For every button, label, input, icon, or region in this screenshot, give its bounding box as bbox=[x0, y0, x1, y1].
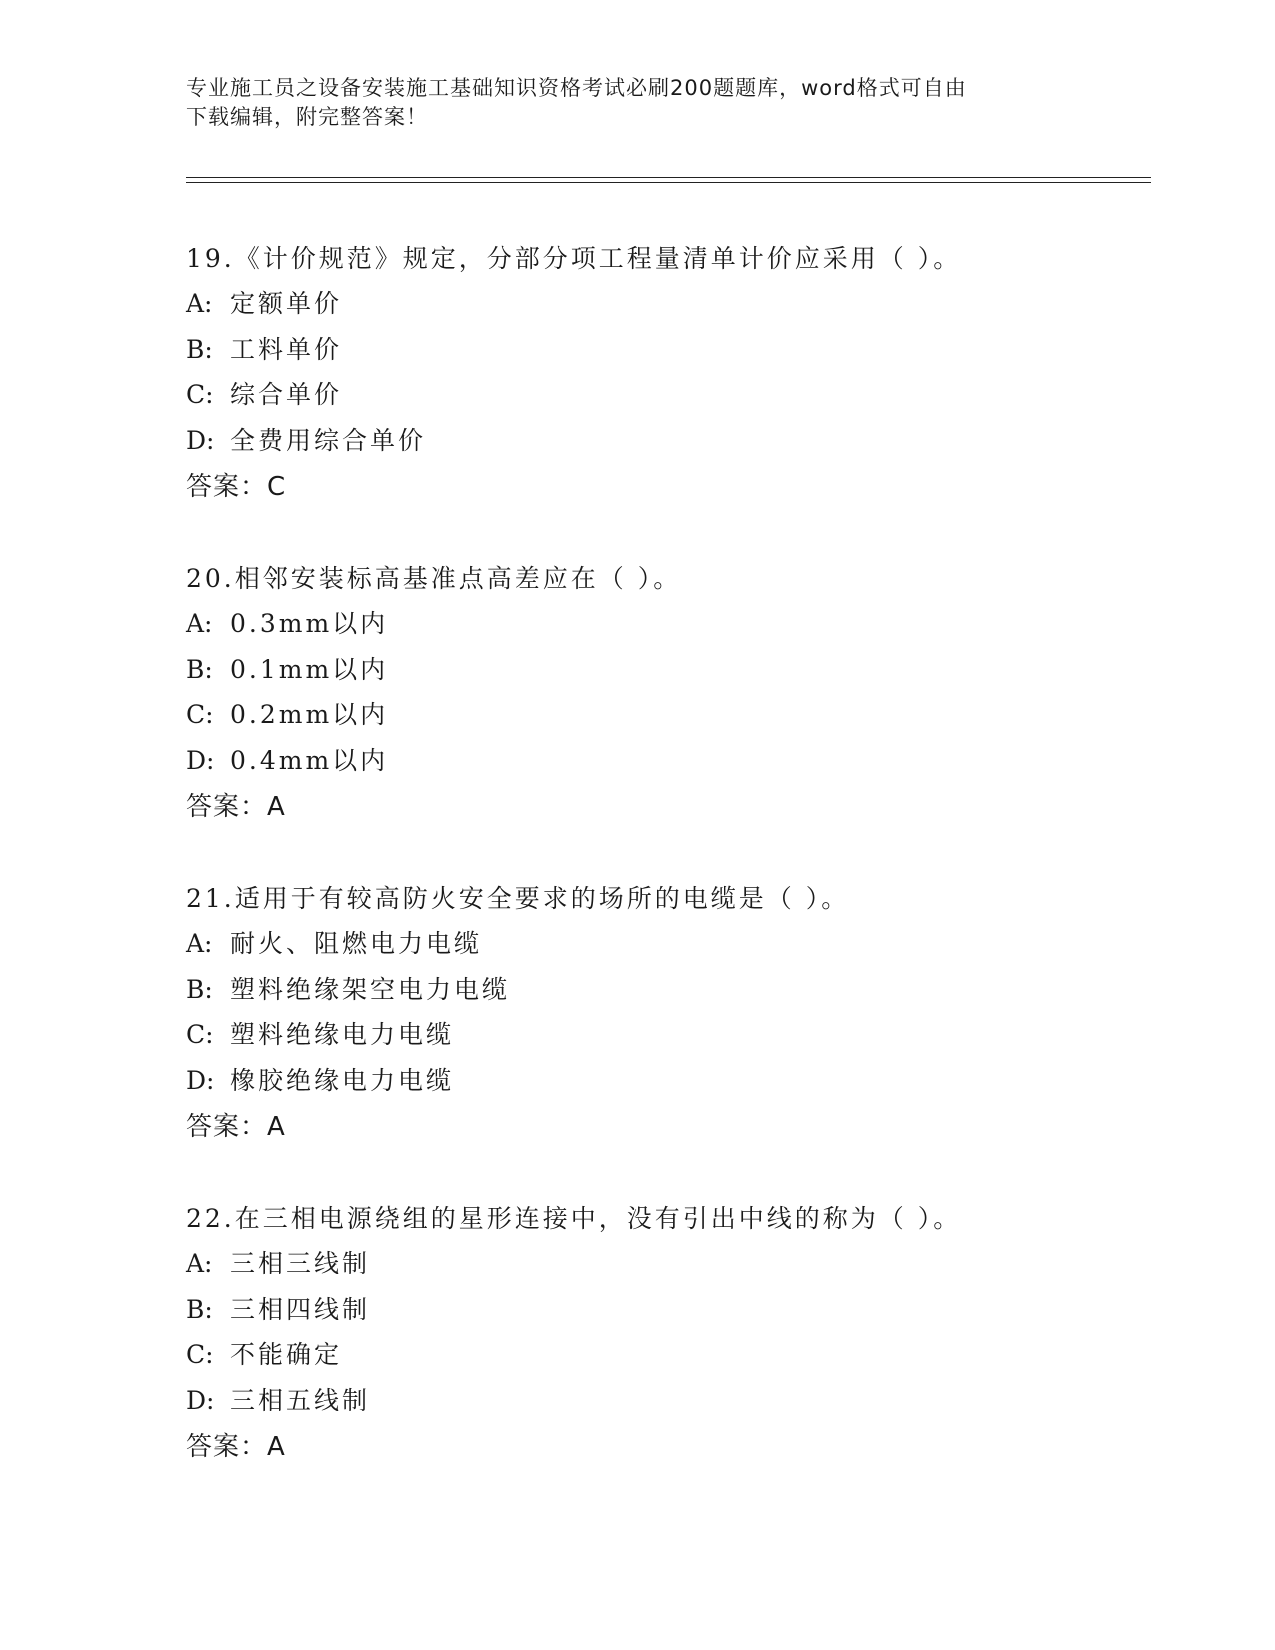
option-letter: B: bbox=[186, 655, 213, 684]
header-line-1: 专业施工员之设备安装施工基础知识资格考试必刷200题题库，word格式可自由 bbox=[186, 76, 967, 100]
option-letter: A: bbox=[186, 609, 213, 638]
option-b bbox=[186, 967, 510, 1013]
question-stem: 21.适用于有较高防火安全要求的场所的电缆是（ ）。 bbox=[186, 884, 850, 913]
question-block bbox=[186, 236, 1146, 556]
option-text: 综合单价 bbox=[230, 380, 343, 409]
answer-line: 答案：A bbox=[186, 792, 286, 822]
option-a bbox=[186, 1241, 370, 1287]
question-block bbox=[186, 556, 1146, 876]
document-header bbox=[186, 74, 1086, 132]
option-letter: A: bbox=[186, 929, 213, 958]
answer-line: 答案：A bbox=[186, 1112, 286, 1142]
option-d bbox=[186, 1378, 370, 1424]
option-text: 工料单价 bbox=[230, 335, 343, 364]
header-line-2: 下载编辑，附完整答案！ bbox=[186, 105, 428, 129]
option-letter: C: bbox=[186, 380, 214, 409]
option-d bbox=[186, 418, 426, 464]
header-divider-top bbox=[186, 177, 1151, 178]
option-text: 三相五线制 bbox=[230, 1386, 371, 1415]
option-text: 定额单价 bbox=[230, 289, 343, 318]
option-letter: B: bbox=[186, 335, 213, 364]
option-letter: A: bbox=[186, 1249, 213, 1278]
answer-line: 答案：C bbox=[186, 472, 287, 502]
option-text: 0.1mm以内 bbox=[230, 655, 389, 684]
option-c bbox=[186, 1332, 342, 1378]
option-letter: C: bbox=[186, 1020, 214, 1049]
option-b bbox=[186, 327, 342, 373]
option-a bbox=[186, 281, 342, 327]
option-letter: A: bbox=[186, 289, 213, 318]
question-stem: 19.《计价规范》规定，分部分项工程量清单计价应采用（ ）。 bbox=[186, 244, 962, 273]
option-text: 塑料绝缘架空电力电缆 bbox=[230, 975, 511, 1004]
option-text: 全费用综合单价 bbox=[230, 426, 427, 455]
header-divider-bottom bbox=[186, 182, 1151, 183]
option-text: 三相四线制 bbox=[230, 1295, 371, 1324]
option-a bbox=[186, 921, 482, 967]
option-text: 0.2mm以内 bbox=[230, 700, 389, 729]
question-stem: 22.在三相电源绕组的星形连接中，没有引出中线的称为（ ）。 bbox=[186, 1204, 962, 1233]
option-c bbox=[186, 372, 342, 418]
option-b bbox=[186, 647, 388, 693]
question-stem: 20.相邻安装标高基准点高差应在（ ）。 bbox=[186, 564, 682, 593]
option-text: 三相三线制 bbox=[230, 1249, 371, 1278]
option-letter: D: bbox=[186, 1066, 215, 1095]
option-d bbox=[186, 738, 388, 784]
question-block bbox=[186, 876, 1146, 1196]
option-letter: D: bbox=[186, 1386, 215, 1415]
option-letter: C: bbox=[186, 700, 214, 729]
option-c bbox=[186, 1012, 454, 1058]
option-b bbox=[186, 1287, 370, 1333]
option-letter: D: bbox=[186, 426, 215, 455]
option-a bbox=[186, 601, 388, 647]
question-list bbox=[186, 236, 1146, 1516]
option-letter: B: bbox=[186, 975, 213, 1004]
option-text: 塑料绝缘电力电缆 bbox=[230, 1020, 455, 1049]
option-text: 橡胶绝缘电力电缆 bbox=[230, 1066, 455, 1095]
option-letter: C: bbox=[186, 1340, 214, 1369]
answer-line: 答案：A bbox=[186, 1432, 286, 1462]
option-letter: D: bbox=[186, 746, 215, 775]
option-c bbox=[186, 692, 388, 738]
option-text: 耐火、阻燃电力电缆 bbox=[230, 929, 483, 958]
option-text: 0.4mm以内 bbox=[230, 746, 389, 775]
option-text: 不能确定 bbox=[230, 1340, 343, 1369]
option-letter: B: bbox=[186, 1295, 213, 1324]
option-text: 0.3mm以内 bbox=[230, 609, 389, 638]
question-block bbox=[186, 1196, 1146, 1516]
option-d bbox=[186, 1058, 454, 1104]
